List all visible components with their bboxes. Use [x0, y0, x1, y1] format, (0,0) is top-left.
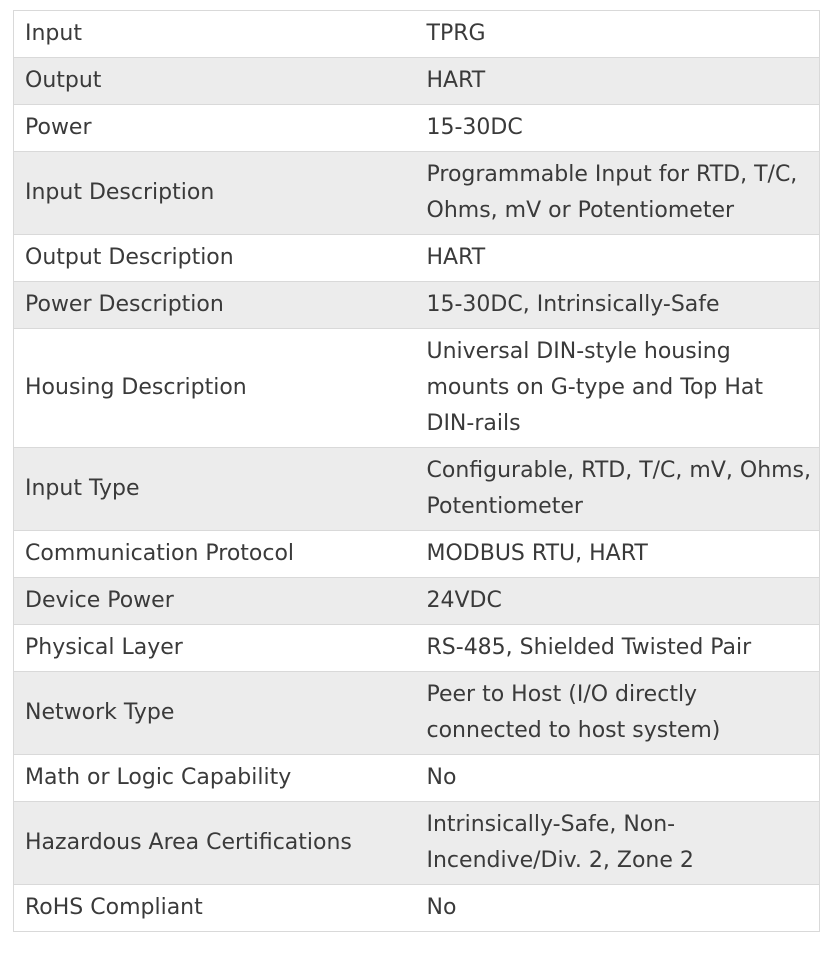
spec-value: 15-30DC — [415, 105, 820, 152]
spec-value: 24VDC — [415, 578, 820, 625]
spec-label: Output — [14, 58, 415, 105]
spec-row-input — [14, 11, 820, 58]
spec-value: 15-30DC, Intrinsically-Safe — [415, 282, 820, 329]
spec-value: TPRG — [415, 11, 820, 58]
spec-row-input-description — [14, 152, 820, 235]
spec-value: Programmable Input for RTD, T/C, Ohms, mV or Potentiometer — [415, 152, 820, 235]
spec-row-power-description — [14, 282, 820, 329]
spec-label: Device Power — [14, 578, 415, 625]
spec-label: Network Type — [14, 672, 415, 755]
spec-label: Output Description — [14, 235, 415, 282]
spec-label: Power — [14, 105, 415, 152]
spec-row-network-type — [14, 672, 820, 755]
spec-row-rohs-compliant — [14, 885, 820, 932]
spec-row-power — [14, 105, 820, 152]
spec-label: Input Description — [14, 152, 415, 235]
spec-row-housing-description — [14, 329, 820, 448]
spec-row-communication-protocol — [14, 531, 820, 578]
spec-label: Input Type — [14, 448, 415, 531]
spec-label: Housing Description — [14, 329, 415, 448]
spec-value: HART — [415, 58, 820, 105]
spec-row-output — [14, 58, 820, 105]
spec-row-input-type — [14, 448, 820, 531]
spec-label: RoHS Compliant — [14, 885, 415, 932]
spec-label: Communication Protocol — [14, 531, 415, 578]
spec-value: No — [415, 755, 820, 802]
spec-value: Universal DIN-style housing mounts on G-type and Top Hat DIN-rails — [415, 329, 820, 448]
spec-label: Input — [14, 11, 415, 58]
spec-label: Physical Layer — [14, 625, 415, 672]
spec-row-device-power — [14, 578, 820, 625]
spec-value: RS-485, Shielded Twisted Pair — [415, 625, 820, 672]
spec-value: Intrinsically-Safe, Non-Incendive/Div. 2, Zone 2 — [415, 802, 820, 885]
spec-value: Configurable, RTD, T/C, mV, Ohms, Potentiometer — [415, 448, 820, 531]
spec-label: Power Description — [14, 282, 415, 329]
spec-value: HART — [415, 235, 820, 282]
spec-row-output-description — [14, 235, 820, 282]
spec-row-hazardous-area-certifications — [14, 802, 820, 885]
spec-value: No — [415, 885, 820, 932]
spec-label: Math or Logic Capability — [14, 755, 415, 802]
spec-row-math-logic-capability — [14, 755, 820, 802]
spec-value: Peer to Host (I/O directly connected to host system) — [415, 672, 820, 755]
specifications-table — [13, 10, 820, 932]
specifications-body — [14, 11, 820, 932]
spec-label: Hazardous Area Certifications — [14, 802, 415, 885]
spec-value: MODBUS RTU, HART — [415, 531, 820, 578]
spec-row-physical-layer — [14, 625, 820, 672]
